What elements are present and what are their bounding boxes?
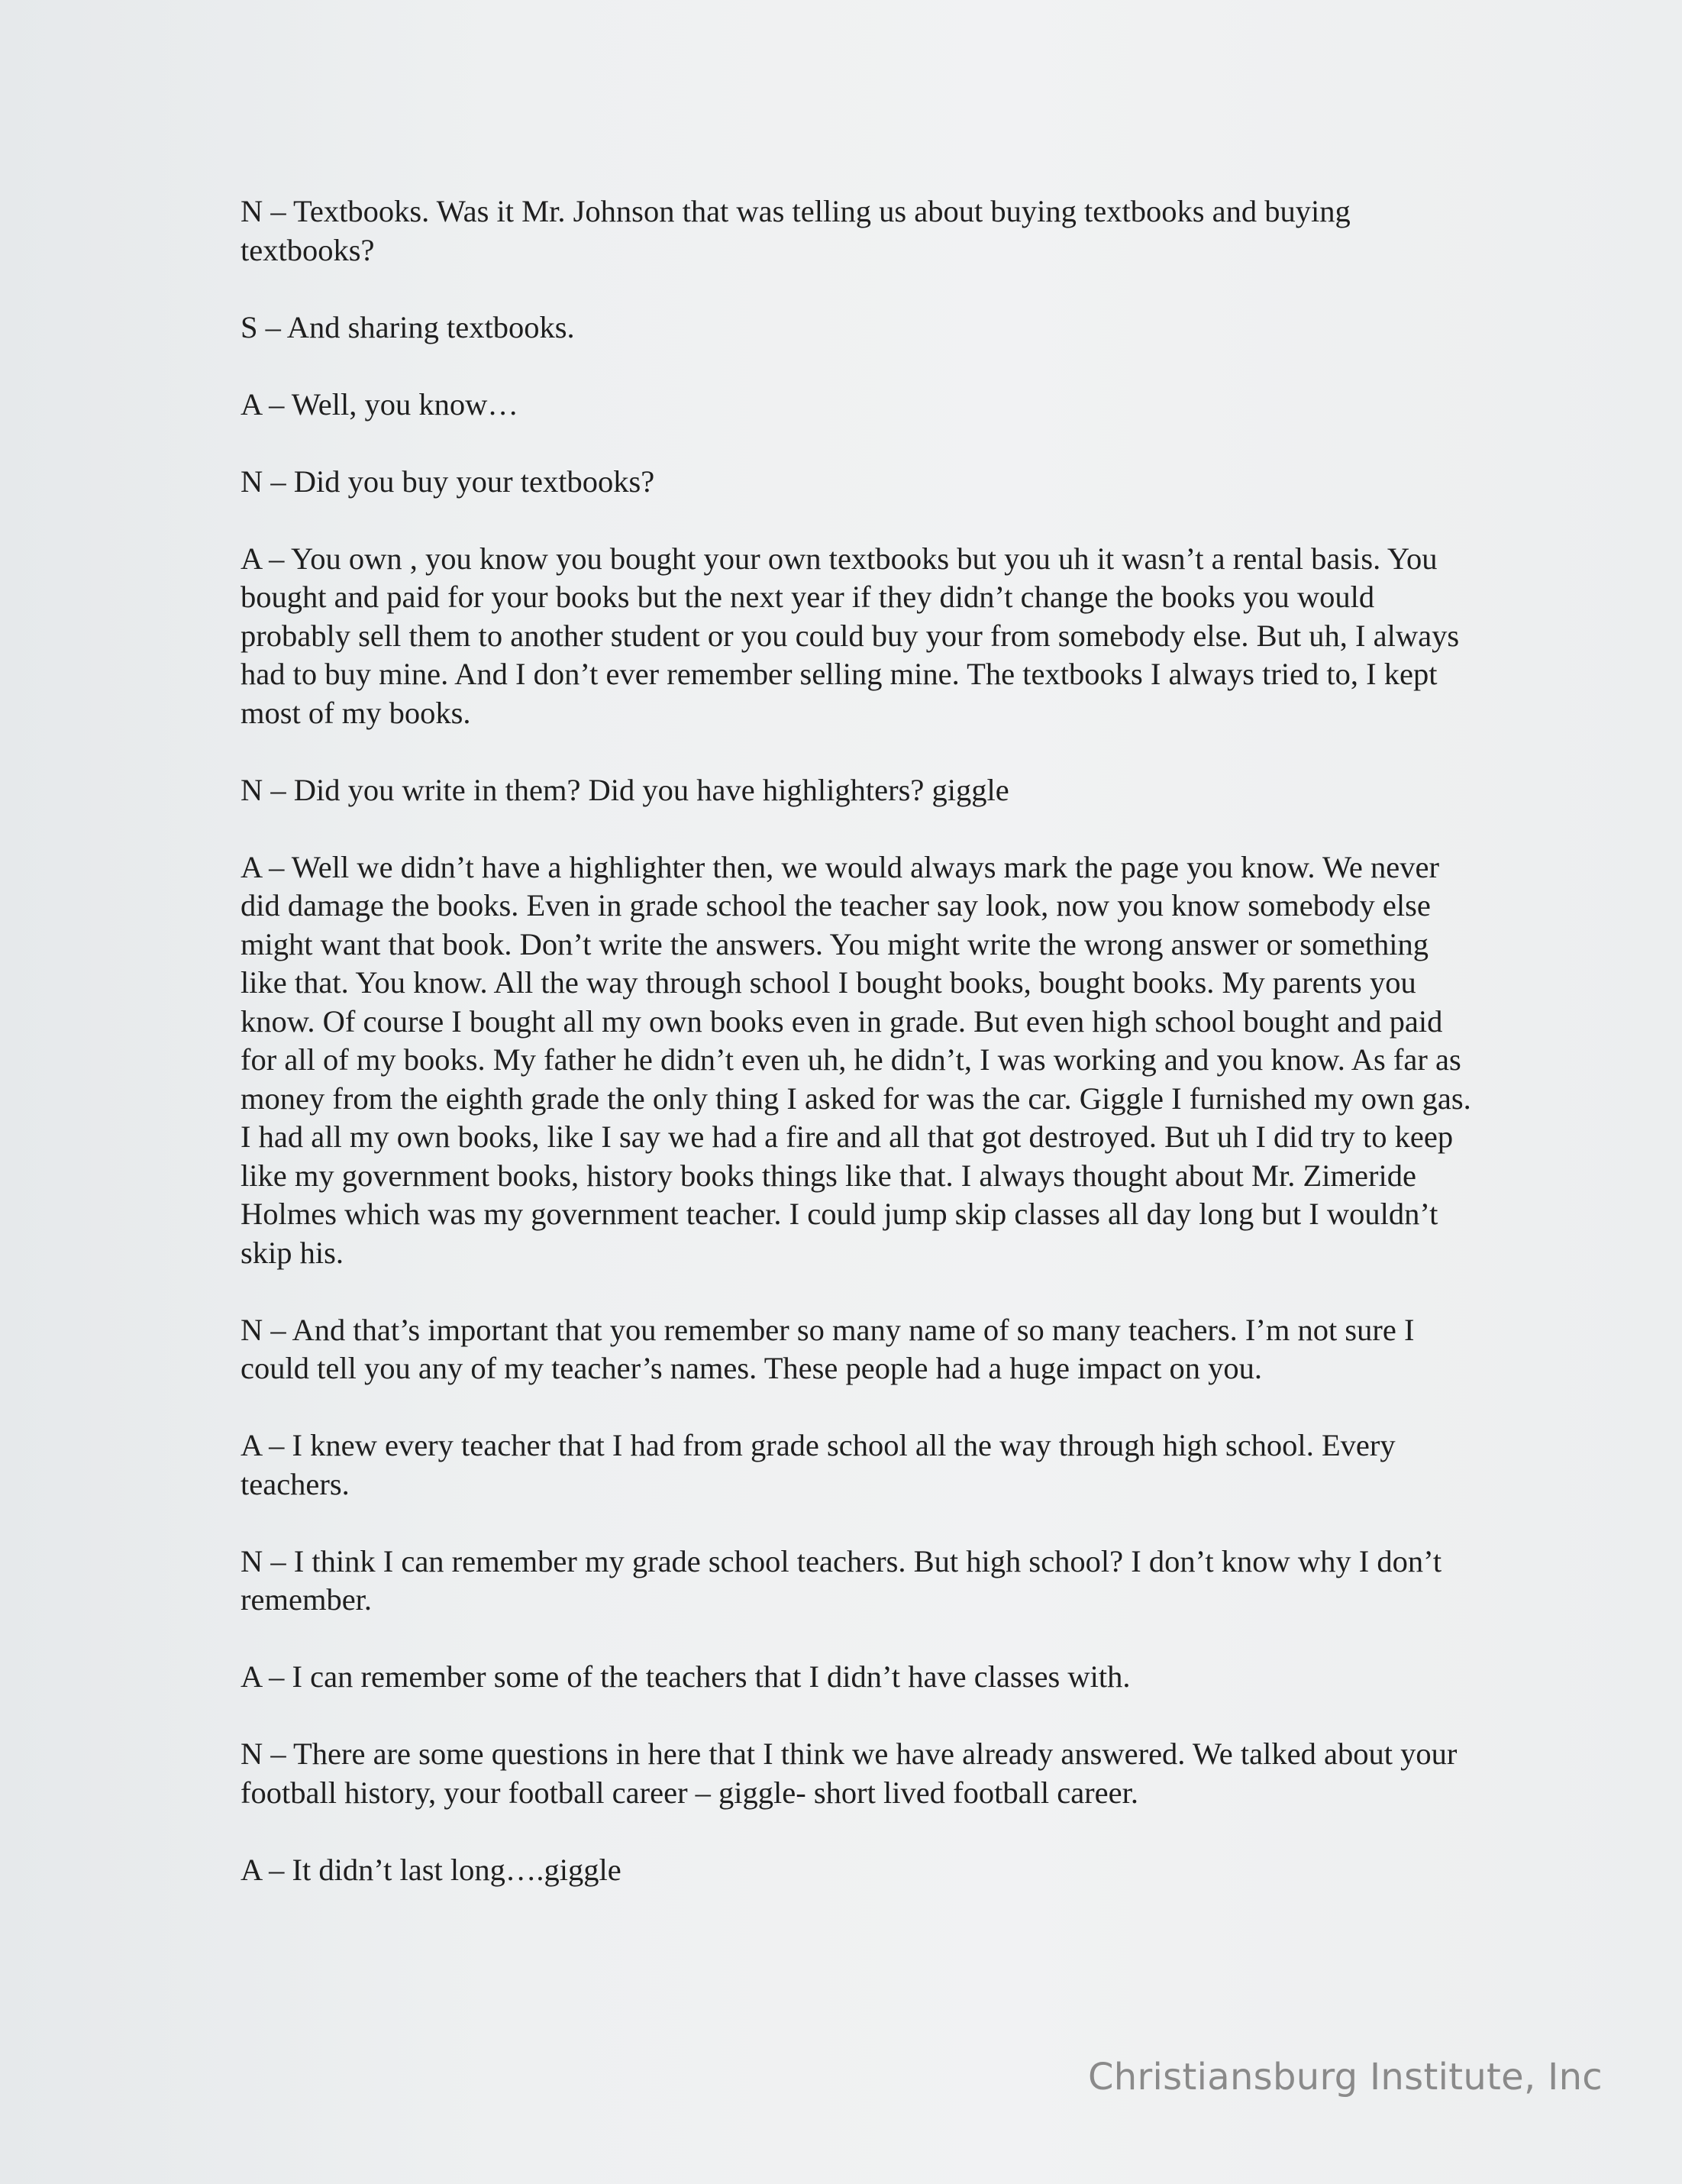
- transcript-paragraph: S – And sharing textbooks.: [241, 309, 575, 344]
- transcript-paragraph: A – You own , you know you bought your own textbooks but you uh it wasn’t a rental basis. You bought and paid for your books but the next year if they didn’t change the books you would probably sell them to another student or you could buy your from somebody else. But uh, I always had to buy mine. And I don’t ever remember selling mine. The textbooks I always tried to, I kept most of my books.: [241, 541, 1460, 730]
- transcript-paragraph: N – I think I can remember my grade school teachers. But high school? I don’t know why I don’t remember.: [241, 1543, 1442, 1617]
- transcript-paragraph: A – Well we didn’t have a highlighter then, we would always mark the page you know. We never did damage the books. Even in grade school the teacher say look, now you know somebody else might want that book. Don’t write the answers. You might write the wrong answer or something like that. You know. All the way through school I bought books, bought books. My parents you know. Of course I bought all my own books even in grade. But even high school bought and paid for all of my books. My father he didn’t even uh, he didn’t, I was working and you know. As far as money from the eighth grade the only thing I asked for was the car. Giggle I furnished my own gas. I had all my own books, like I say we had a fire and all that got destroyed. But uh I did try to keep like my government books, history books things like that. I always thought about Mr. Zimeride Holmes which was my government teacher. I could jump skip classes all day long but I wouldn’t skip his.: [241, 849, 1471, 1270]
- transcript-paragraph: N – And that’s important that you remember so many name of so many teachers. I’m not sure I could tell you any of my teacher’s names. These people had a huge impact on you.: [241, 1312, 1415, 1385]
- interview-transcript: [241, 192, 1477, 1928]
- transcript-paragraph: A – It didn’t last long….giggle: [241, 1852, 621, 1887]
- transcript-paragraph: N – Did you buy your textbooks?: [241, 464, 655, 499]
- transcript-paragraph: A – I can remember some of the teachers that I didn’t have classes with.: [241, 1659, 1131, 1694]
- watermark-text: Christiansburg Institute, Inc: [1087, 2056, 1603, 2098]
- transcript-paragraph: N – Did you write in them? Did you have highlighters? giggle: [241, 772, 1009, 807]
- transcript-paragraph: A – I knew every teacher that I had from grade school all the way through high school. Every teachers.: [241, 1428, 1396, 1501]
- transcript-paragraph: A – Well, you know…: [241, 386, 518, 422]
- transcript-paragraph: N – Textbooks. Was it Mr. Johnson that was telling us about buying textbooks and buying textbooks?: [241, 194, 1351, 267]
- transcript-paragraph: N – There are some questions in here that I think we have already answered. We talked about your football history, your football career – giggle- short lived football career.: [241, 1737, 1458, 1810]
